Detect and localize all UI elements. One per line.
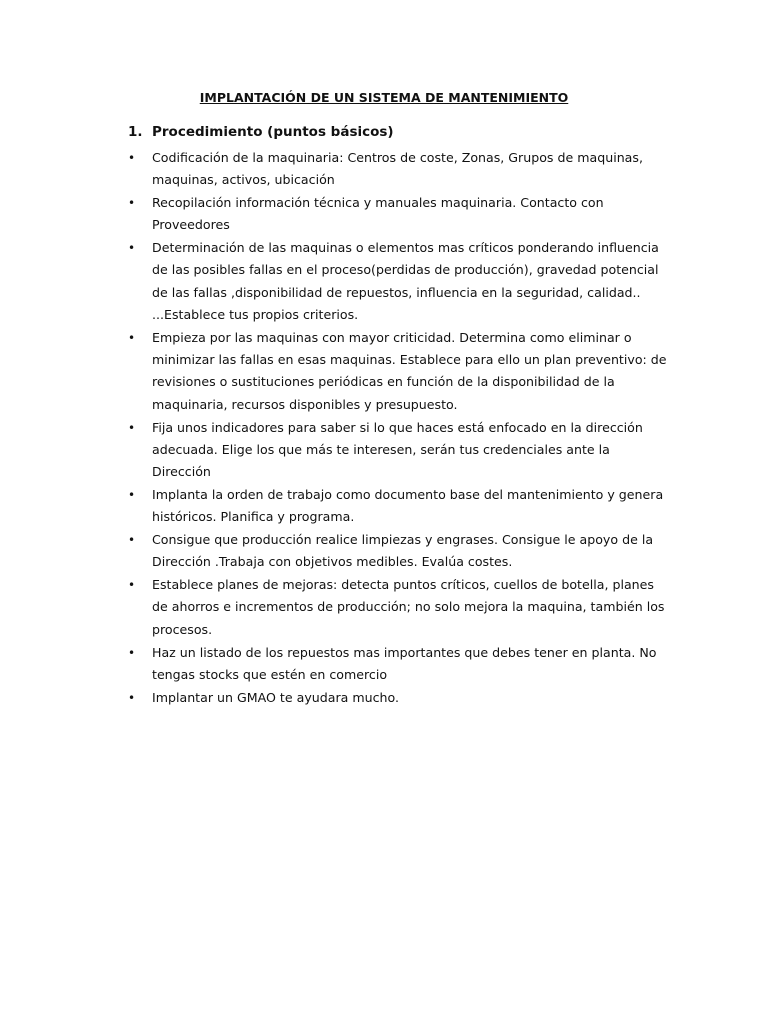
list-item-text: Fija unos indicadores para saber si lo que haces está enfocado en la dirección adecuada. Elige los que más te interesen, serán tus credenciales ante la Dirección	[152, 419, 643, 480]
bullet-icon: •	[128, 330, 136, 345]
bullet-icon: •	[128, 420, 136, 435]
list-item-text: Consigue que producción realice limpiezas y engrases. Consigue le apoyo de la Dirección .Trabaja con objetivos medibles. Evalúa costes.	[152, 532, 654, 570]
document-title: IMPLANTACIÓN DE UN SISTEMA DE MANTENIMIENTO	[199, 90, 569, 105]
list-item	[128, 237, 668, 326]
list-item	[128, 642, 668, 687]
bullet-icon: •	[128, 578, 136, 593]
list-item	[128, 327, 668, 416]
list-item	[128, 417, 668, 484]
list-item-text: Implantar un GMAO te ayudara mucho.	[152, 689, 400, 705]
list-item-text: Empieza por las maquinas con mayor criticidad. Determina como eliminar o minimizar las fallas en esas maquinas. Establece para ello un plan preventivo: de revisiones o sustituciones periódicas en función de la disponibilidad de la maquinaria, recursos disponibles y presupuesto.	[152, 329, 667, 412]
section-number: 1.	[128, 124, 143, 140]
bullet-icon: •	[128, 533, 136, 548]
bullet-list	[128, 147, 668, 709]
list-item	[128, 574, 668, 641]
section-heading-text: Procedimiento (puntos básicos)	[152, 124, 394, 140]
bullet-icon: •	[128, 645, 136, 660]
list-item-text: Determinación de las maquinas o elementos mas críticos ponderando influencia de las posibles fallas en el proceso(perdidas de producción), gravedad potencial de las fallas ,disponibilidad de repuestos, influencia en la seguridad, calidad.. ...Establece tus propios criterios.	[152, 240, 659, 323]
list-item	[128, 192, 668, 237]
section-heading	[128, 124, 394, 140]
list-item-text: Establece planes de mejoras: detecta puntos críticos, cuellos de botella, planes de ahorros e incrementos de producción; no solo mejora la maquina, también los procesos.	[152, 577, 665, 637]
bullet-icon: •	[128, 151, 136, 165]
bullet-icon: •	[128, 487, 136, 502]
list-item-text: Haz un listado de los repuestos mas importantes que debes tener en planta. No tengas stocks que estén en comercio	[152, 644, 657, 682]
list-item	[128, 147, 668, 192]
bullet-icon: •	[128, 241, 136, 256]
list-item	[128, 687, 668, 709]
bullet-icon: •	[128, 690, 136, 705]
list-item-text: Implanta la orden de trabajo como documento base del mantenimiento y genera históricos. Planifica y programa.	[152, 486, 664, 525]
bullet-icon: •	[128, 196, 136, 211]
list-item-text: Recopilación información técnica y manuales maquinaria. Contacto con Proveedores	[152, 195, 604, 233]
list-item-text: Codificación de la maquinaria: Centros de coste, Zonas, Grupos de maquinas, maquinas, activos, ubicación	[152, 150, 643, 188]
list-item	[128, 484, 668, 529]
list-item	[128, 529, 668, 574]
